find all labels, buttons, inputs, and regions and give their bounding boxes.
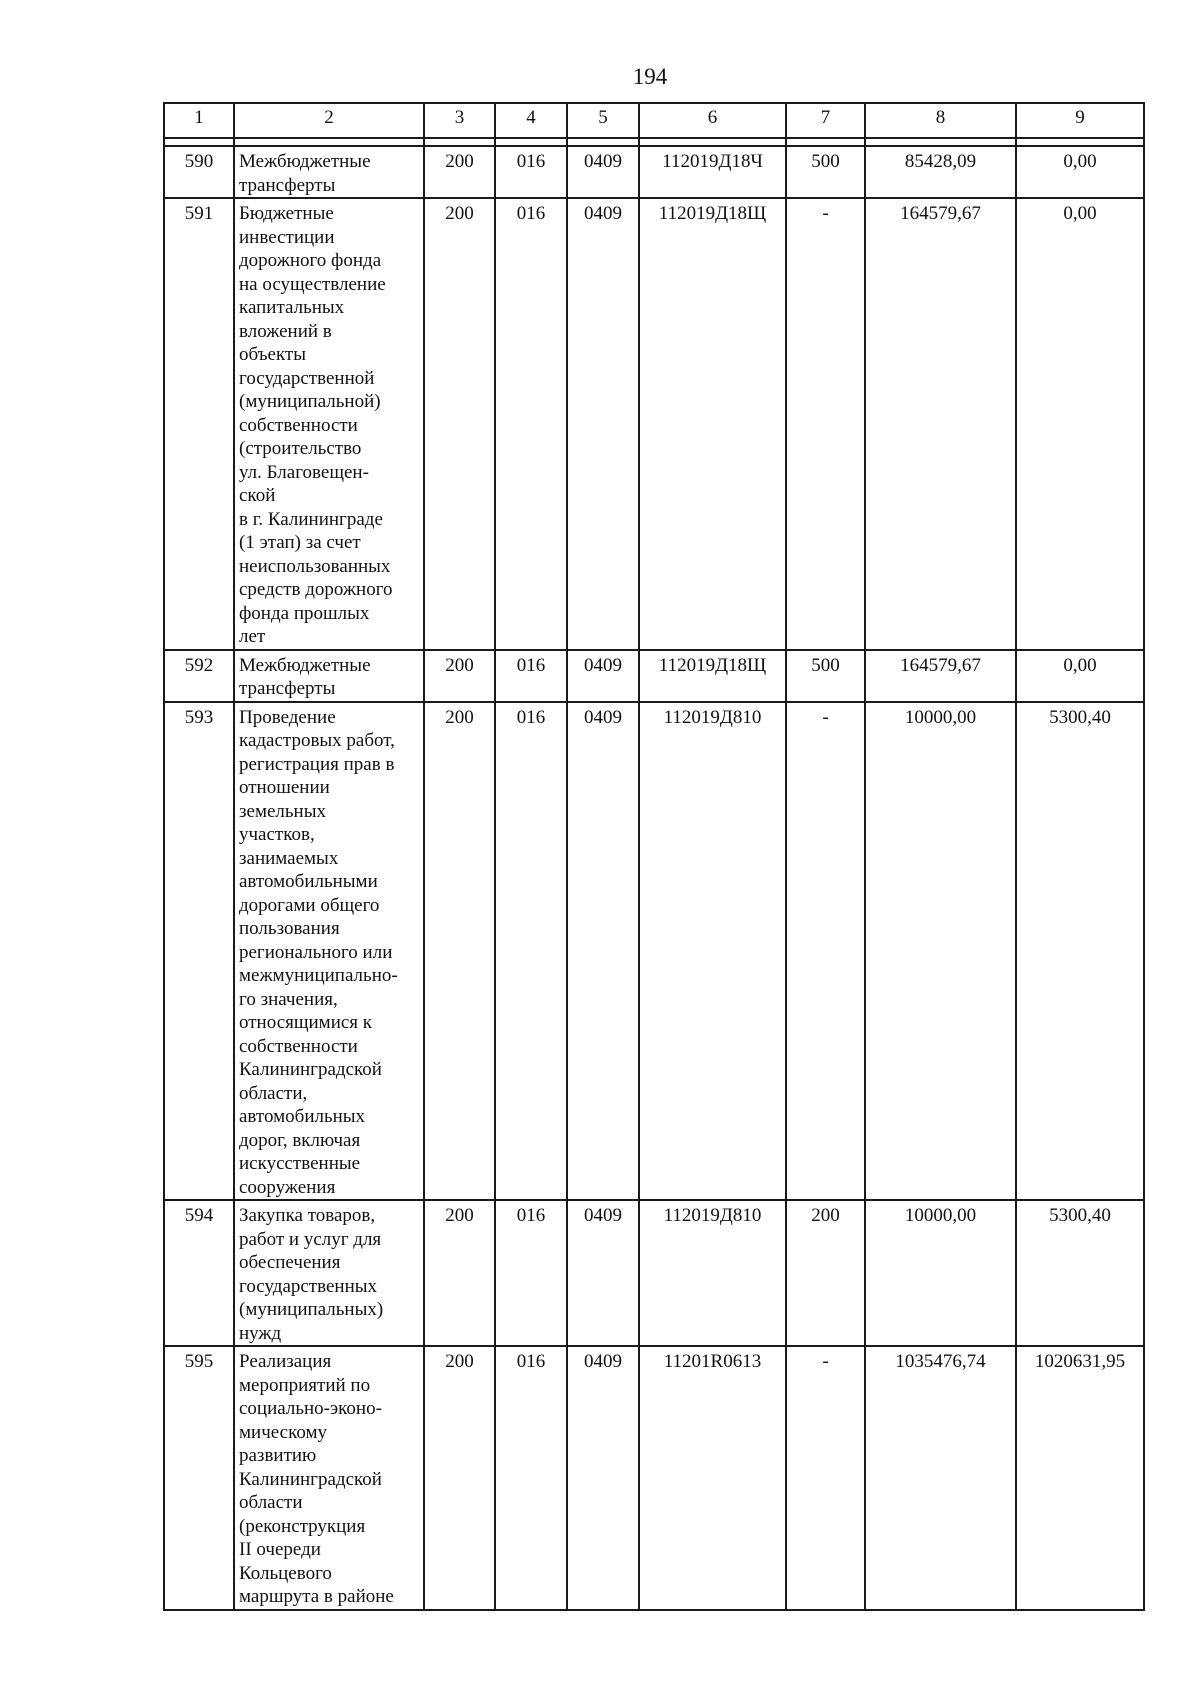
row-col-5: 0409 [567, 702, 639, 1201]
row-expense-type: 200 [786, 1200, 865, 1346]
row-amount-col-8: 10000,00 [865, 1200, 1016, 1346]
row-amount-col-8: 164579,67 [865, 198, 1016, 650]
header-row [164, 103, 1144, 138]
row-target-code: 112019Д810 [639, 1200, 786, 1346]
row-expense-type: - [786, 198, 865, 650]
header-cell: 4 [495, 103, 567, 138]
row-number: 594 [164, 1200, 234, 1346]
header-cell: 2 [234, 103, 424, 138]
header-cell: 5 [567, 103, 639, 138]
row-amount-col-9: 0,00 [1016, 198, 1144, 650]
row-col-3: 200 [424, 650, 495, 702]
row-name: Бюджетные инвестиции дорожного фонда на осуществление капитальных вложений в объекты государственной (муниципальной) собственности (строительство ул. Благовещен- ской в г. Калининграде (1 этап) за счет неиспользованных средств дорожного фонда прошлых лет [234, 198, 424, 650]
row-col-4: 016 [495, 702, 567, 1201]
row-number: 592 [164, 650, 234, 702]
table-row [164, 146, 1144, 198]
row-col-3: 200 [424, 146, 495, 198]
row-amount-col-9: 5300,40 [1016, 702, 1144, 1201]
header-cell: 3 [424, 103, 495, 138]
table-row [164, 198, 1144, 650]
row-number: 593 [164, 702, 234, 1201]
row-col-5: 0409 [567, 1346, 639, 1610]
header-cell: 9 [1016, 103, 1144, 138]
row-amount-col-9: 0,00 [1016, 146, 1144, 198]
row-name: Межбюджетные трансферты [234, 650, 424, 702]
row-col-4: 016 [495, 1346, 567, 1610]
row-target-code: 112019Д810 [639, 702, 786, 1201]
row-amount-col-8: 85428,09 [865, 146, 1016, 198]
budget-table [163, 102, 1145, 1611]
row-col-5: 0409 [567, 198, 639, 650]
table-row [164, 650, 1144, 702]
row-name: Закупка товаров, работ и услуг для обеспечения государственных (муниципальных) нужд [234, 1200, 424, 1346]
table-row [164, 1200, 1144, 1346]
header-cell: 6 [639, 103, 786, 138]
row-col-5: 0409 [567, 1200, 639, 1346]
page-number: 194 [632, 64, 668, 89]
row-target-code: 11201R0613 [639, 1346, 786, 1610]
row-col-3: 200 [424, 1200, 495, 1346]
row-name: Проведение кадастровых работ, регистрация прав в отношении земельных участков, занимаемых автомобильными дорогами общего пользования регионального или межмуниципально- го значения, относящимися к собственности Калининградской области, автомобильных дорог, включая искусственные сооружения [234, 702, 424, 1201]
row-col-4: 016 [495, 1200, 567, 1346]
header-cell: 7 [786, 103, 865, 138]
row-expense-type: 500 [786, 146, 865, 198]
row-name: Реализация мероприятий по социально-эконо- мическому развитию Калининградской области (реконструкция II очереди Кольцевого маршрута в районе [234, 1346, 424, 1610]
row-amount-col-9: 5300,40 [1016, 1200, 1144, 1346]
header-divider [164, 138, 1144, 146]
row-amount-col-9: 0,00 [1016, 650, 1144, 702]
row-col-5: 0409 [567, 650, 639, 702]
row-col-3: 200 [424, 198, 495, 650]
table-row [164, 1346, 1144, 1610]
row-col-4: 016 [495, 146, 567, 198]
row-number: 595 [164, 1346, 234, 1610]
header-cell: 1 [164, 103, 234, 138]
row-number: 590 [164, 146, 234, 198]
row-col-3: 200 [424, 1346, 495, 1610]
row-amount-col-8: 10000,00 [865, 702, 1016, 1201]
table-row [164, 702, 1144, 1201]
row-expense-type: - [786, 1346, 865, 1610]
row-amount-col-8: 164579,67 [865, 650, 1016, 702]
row-expense-type: 500 [786, 650, 865, 702]
row-col-4: 016 [495, 650, 567, 702]
row-col-4: 016 [495, 198, 567, 650]
row-amount-col-9: 1020631,95 [1016, 1346, 1144, 1610]
row-amount-col-8: 1035476,74 [865, 1346, 1016, 1610]
row-expense-type: - [786, 702, 865, 1201]
header-cell: 8 [865, 103, 1016, 138]
row-target-code: 112019Д18Щ [639, 650, 786, 702]
row-col-3: 200 [424, 702, 495, 1201]
row-name: Межбюджетные трансферты [234, 146, 424, 198]
row-number: 591 [164, 198, 234, 650]
row-target-code: 112019Д18Щ [639, 198, 786, 650]
row-target-code: 112019Д18Ч [639, 146, 786, 198]
row-col-5: 0409 [567, 146, 639, 198]
